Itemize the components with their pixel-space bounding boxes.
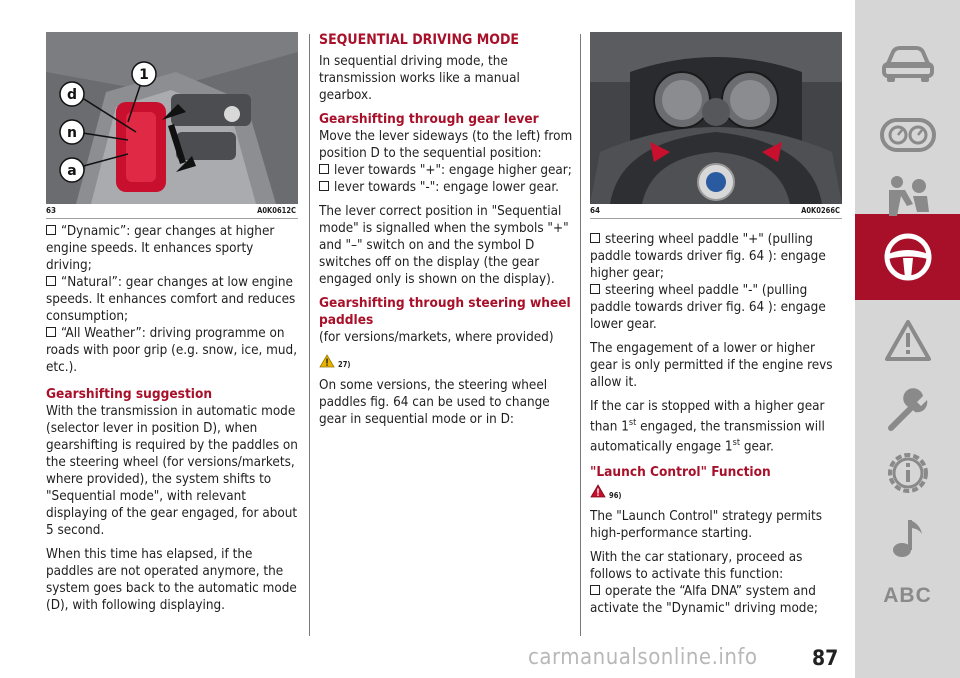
- figure-64-steering-wheel: [590, 32, 842, 204]
- column-divider: [580, 34, 581, 636]
- watermark: carmanualsonline.info: [528, 645, 758, 670]
- chapter-tab-in-an-emergency[interactable]: [855, 318, 960, 362]
- checkbox-bullet-icon: [590, 284, 600, 294]
- paragraph: (for versions/markets, where provided): [319, 330, 554, 345]
- paragraph: On some versions, the steering wheel paddles fig. 64 can be used to change gear in sequential mode or in D:: [319, 378, 550, 427]
- figure-64-caption: [590, 204, 842, 219]
- paragraph: If the car is stopped with a higher gear than 1st engaged, the transmission will automatically engage 1st gear.: [590, 399, 825, 455]
- callout-n: n: [67, 125, 77, 141]
- paragraph: In sequential driving mode, the transmission works like a manual gearbox.: [319, 54, 520, 103]
- chapter-tab-multimedia[interactable]: [855, 516, 960, 560]
- middle-column: [319, 32, 575, 435]
- wrench-icon: [883, 384, 933, 434]
- paragraph: The "Launch Control" strategy permits high-performance starting.: [590, 508, 823, 541]
- paragraph: Move the lever sideways (to the left) from position D to the sequential position:: [319, 129, 573, 161]
- checkbox-bullet-icon: [590, 233, 600, 243]
- dashboard-icon: [880, 118, 936, 152]
- checkbox-bullet-icon: [319, 164, 329, 174]
- warning-triangle-icon: [319, 354, 335, 368]
- paragraph: The engagement of a lower or higher gear is only permitted if the engine revs allow it.: [590, 341, 833, 390]
- callout-1: 1: [139, 67, 149, 83]
- chapter-tab-instrument-panel[interactable]: [855, 118, 960, 152]
- right-column: [590, 32, 842, 617]
- chapter-tab-index[interactable]: [855, 584, 960, 608]
- checkbox-bullet-icon: [46, 327, 56, 337]
- gear-selector-illustration: [46, 32, 298, 204]
- list-item: lever towards "+": engage higher gear;: [319, 162, 575, 179]
- figure-63-gear-selector: [46, 32, 298, 204]
- list-item: “All Weather”: driving programme on roads with poor grip (e.g. snow, ice, mud, etc.).: [46, 326, 298, 375]
- figure-code: A0K0612C: [257, 206, 296, 215]
- left-column: [46, 32, 298, 621]
- checkbox-bullet-icon: [46, 276, 56, 286]
- steering-wheel-icon: [883, 232, 933, 282]
- list-item: operate the “Alfa DNA” system and activate the "Dynamic" driving mode;: [590, 583, 818, 616]
- section-heading: Gearshifting suggestion: [46, 386, 213, 402]
- figure-63-caption: [46, 204, 298, 219]
- list-item: “Natural”: gear changes at low engine speeds. It enhances comfort and reduces consumption;: [46, 275, 296, 324]
- steering-wheel-illustration: [590, 32, 842, 204]
- chapter-tab-servicing-and-care[interactable]: [855, 384, 960, 434]
- chapter-sidebar: [855, 0, 960, 678]
- paragraph: With the transmission in automatic mode (selector lever in position D), when gearshifting is required by the paddles on the steering wheel (for versions/markets, where provided), the system shifts to "Sequential mode", with relevant displaying of the gear engaged, for about 5 second.: [46, 404, 298, 538]
- list-item: lever towards "-": engage lower gear.: [319, 179, 575, 196]
- danger-triangle-icon: [590, 484, 606, 498]
- chapter-tab-safety[interactable]: [855, 174, 960, 218]
- figure-code: A0K0266C: [801, 206, 840, 215]
- chapter-tab-knowing-your-car[interactable]: [855, 44, 960, 84]
- checkbox-bullet-icon: [319, 181, 329, 191]
- figure-number: 63: [46, 206, 57, 215]
- reference-number: 27): [338, 360, 351, 369]
- warning-reference: [319, 352, 575, 369]
- callout-d: d: [66, 87, 78, 103]
- chapter-tab-technical-data[interactable]: [855, 448, 960, 498]
- car-icon: [881, 44, 935, 84]
- paragraph: With the car stationary, proceed as follows to activate this function:: [590, 549, 803, 582]
- section-heading: Gearshifting through steering wheel paddles: [319, 295, 571, 328]
- reference-number: 96): [609, 490, 622, 500]
- paragraph: When this time has elapsed, if the paddles are not operated anymore, the system goes back to the automatic mode (D), with following displaying.: [46, 547, 297, 613]
- abc-index-icon: ABC: [883, 584, 932, 607]
- checkbox-bullet-icon: [590, 585, 600, 595]
- list-item: steering wheel paddle "+" (pulling paddle towards driver fig. 64 ): engage higher gear;: [590, 232, 826, 281]
- section-heading: "Launch Control" Function: [590, 463, 771, 480]
- section-title: SEQUENTIAL DRIVING MODE: [319, 32, 520, 48]
- chapter-tab-starting-and-driving[interactable]: [855, 232, 960, 282]
- column-divider: [309, 34, 310, 636]
- list-item: steering wheel paddle "-" (pulling paddle towards driver fig. 64 ): engage lower gear.: [590, 283, 826, 332]
- warning-triangle-icon: [884, 318, 932, 362]
- gear-info-icon: [883, 448, 933, 498]
- checkbox-bullet-icon: [46, 225, 56, 235]
- list-item: “Dynamic”: gear changes at higher engine speeds. It enhances sporty driving;: [46, 224, 275, 273]
- page-number: 87: [812, 646, 839, 670]
- paragraph: The lever correct position in "Sequential mode" is signalled when the symbols "+" and "–" switch on and the symbol D switches off on the display (the gear engaged only is shown on the display).: [319, 204, 569, 287]
- music-note-icon: [888, 516, 928, 560]
- section-heading: Gearshifting through gear lever: [319, 111, 539, 127]
- figure-number: 64: [590, 206, 601, 215]
- warning-reference: [590, 483, 842, 500]
- callout-a: a: [67, 163, 77, 179]
- passenger-safety-icon: [883, 174, 933, 218]
